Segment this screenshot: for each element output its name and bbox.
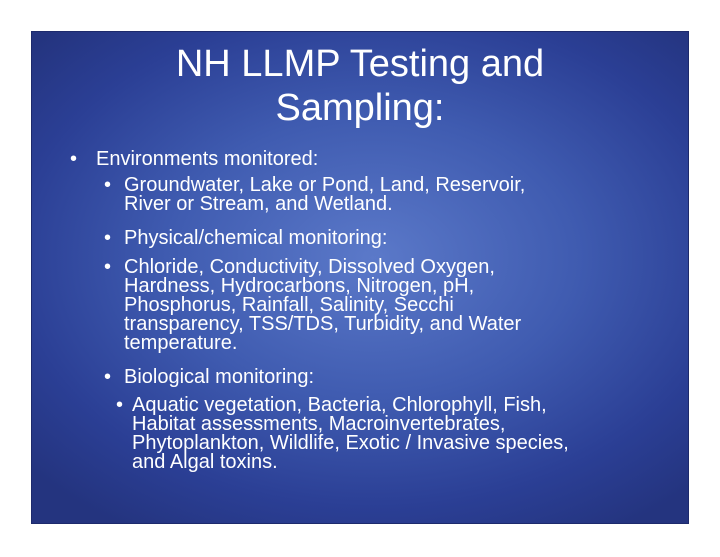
bullet-marker: • bbox=[116, 394, 124, 416]
slide bbox=[32, 32, 688, 523]
title-line-2: Sampling: bbox=[275, 87, 445, 129]
bullet-text: Aquatic vegetation, Bacteria, Chlorophyll, Fish, bbox=[132, 394, 547, 416]
bullet-text: temperature. bbox=[124, 332, 238, 354]
bullet-marker: • bbox=[70, 148, 78, 170]
slide-title bbox=[32, 42, 688, 130]
bullet-text: River or Stream, and Wetland. bbox=[124, 193, 393, 215]
bullet-text: Biological monitoring: bbox=[124, 366, 315, 388]
bullet-marker: • bbox=[104, 256, 112, 278]
bullet-text: Groundwater, Lake or Pond, Land, Reservoir, bbox=[124, 174, 526, 196]
bullet-marker: • bbox=[104, 174, 112, 196]
bullet-text: and Algal toxins. bbox=[132, 451, 278, 473]
bullet-text: transparency, TSS/TDS, Turbidity, and Water bbox=[124, 313, 522, 335]
title-line-1: NH LLMP Testing and bbox=[175, 43, 545, 85]
bullet-text: Hardness, Hydrocarbons, Nitrogen, pH, bbox=[124, 275, 475, 297]
bullet-text: Physical/chemical monitoring: bbox=[124, 227, 388, 249]
bullet-text: Phosphorus, Rainfall, Salinity, Secchi bbox=[124, 294, 454, 316]
bullet-text: Chloride, Conductivity, Dissolved Oxygen, bbox=[124, 256, 495, 278]
bullet-text: Environments monitored: bbox=[96, 148, 319, 170]
bullet-text: Phytoplankton, Wildlife, Exotic / Invasive species, bbox=[132, 432, 569, 454]
bullet-marker: • bbox=[104, 227, 112, 249]
bullet-text: Habitat assessments, Macroinvertebrates, bbox=[132, 413, 506, 435]
bullet-marker: • bbox=[104, 366, 112, 388]
